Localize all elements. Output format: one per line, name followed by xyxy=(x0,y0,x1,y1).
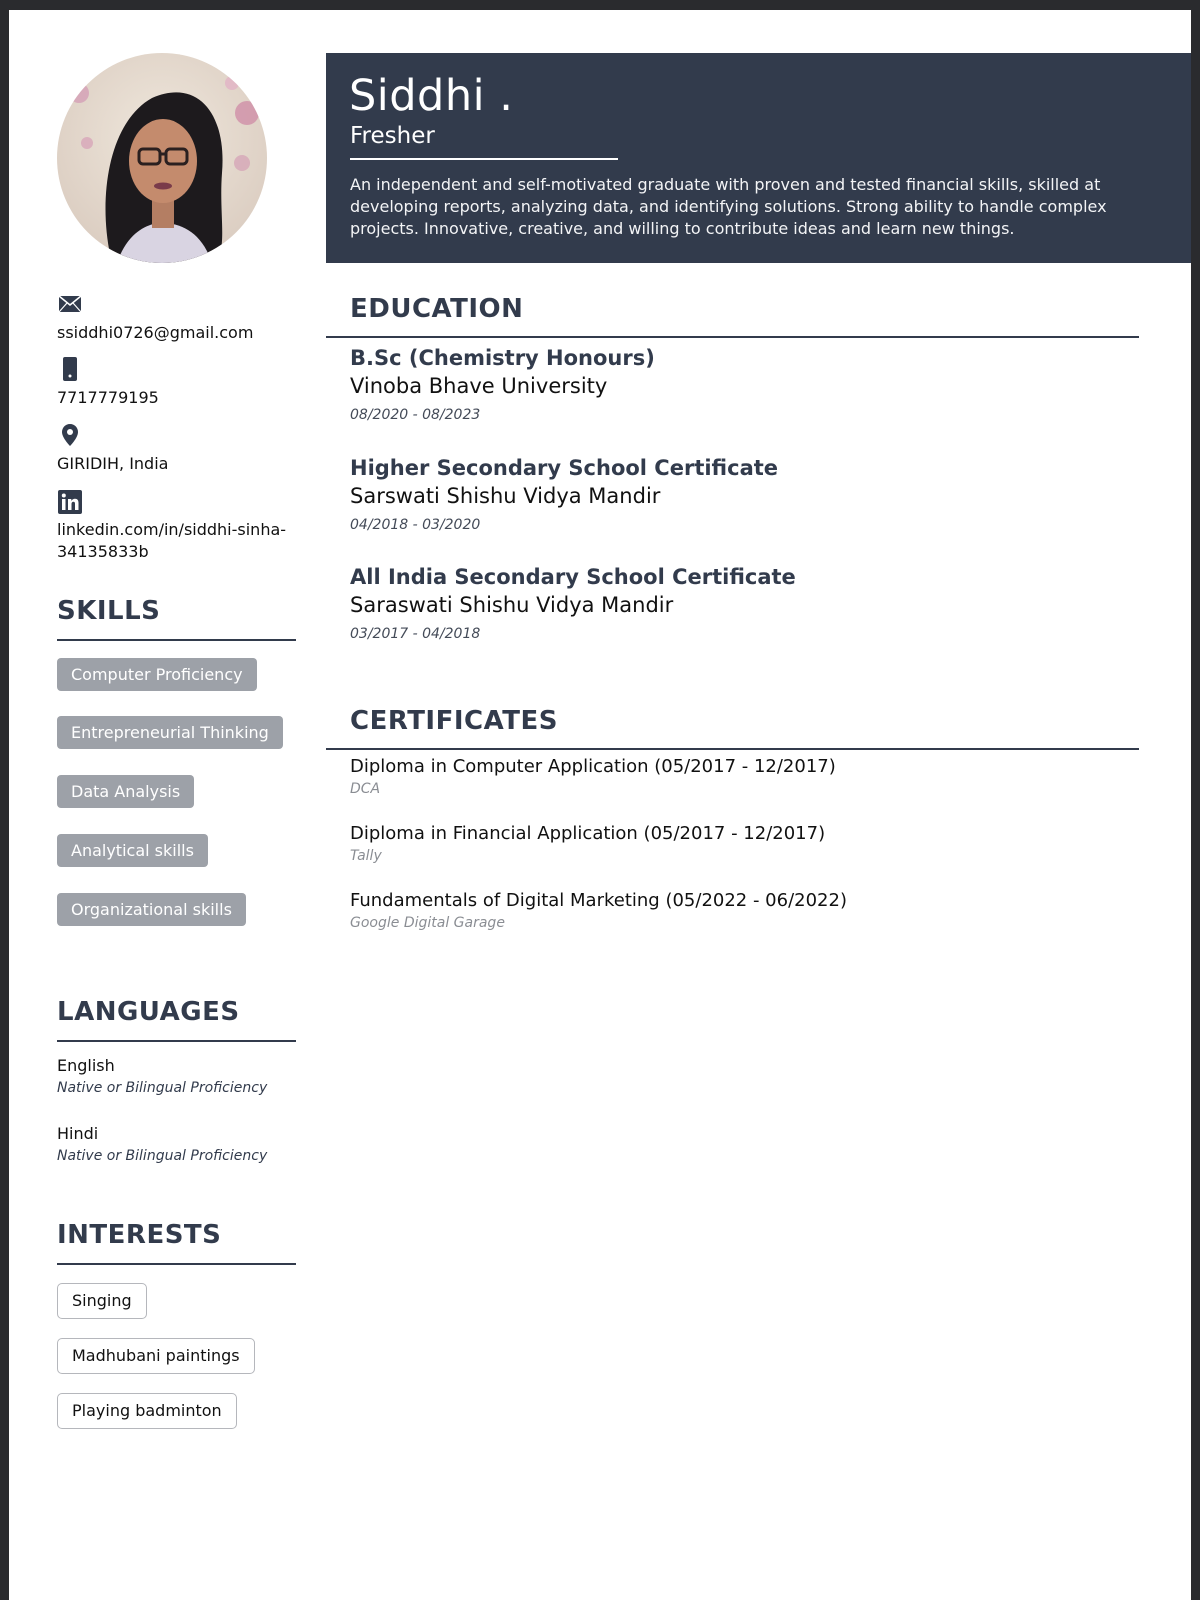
education-school: Saraswati Shishu Vidya Mandir xyxy=(350,593,674,617)
education-dates: 08/2020 - 08/2023 xyxy=(350,407,481,423)
education-heading: EDUCATION xyxy=(350,294,524,324)
interest-tag: Madhubani paintings xyxy=(57,1338,255,1374)
profile-photo-illustration xyxy=(57,53,267,263)
linkedin-text[interactable]: linkedin.com/in/siddhi-sinha-34135833b xyxy=(57,520,287,561)
language-name: Hindi xyxy=(57,1124,99,1143)
education-divider xyxy=(326,336,1139,338)
language-level: Native or Bilingual Proficiency xyxy=(57,1080,268,1096)
skill-chip: Analytical skills xyxy=(57,834,208,867)
language-level: Native or Bilingual Proficiency xyxy=(57,1148,268,1164)
education-dates: 03/2017 - 04/2018 xyxy=(350,626,481,642)
education-dates: 04/2018 - 03/2020 xyxy=(350,517,481,533)
skill-chip: Computer Proficiency xyxy=(57,658,257,691)
education-degree: All India Secondary School Certificate xyxy=(350,565,796,589)
certificate-title: Diploma in Computer Application (05/2017 - 12/2017) xyxy=(350,756,836,777)
email-text[interactable]: ssiddhi0726@gmail.com xyxy=(57,323,254,342)
phone-text: 7717779195 xyxy=(57,388,159,407)
email-icon xyxy=(58,292,82,316)
location-pin-icon xyxy=(58,423,82,447)
interests-heading: INTERESTS xyxy=(57,1220,222,1250)
certificates-divider xyxy=(326,748,1139,750)
languages-divider xyxy=(57,1040,296,1042)
location-text: GIRIDIH, India xyxy=(57,454,169,473)
certificate-issuer: DCA xyxy=(350,781,381,797)
certificates-heading: CERTIFICATES xyxy=(350,706,558,736)
education-school: Vinoba Bhave University xyxy=(350,374,608,398)
education-degree: B.Sc (Chemistry Honours) xyxy=(350,346,655,370)
skill-chip: Data Analysis xyxy=(57,775,194,808)
candidate-name: Siddhi . xyxy=(349,71,514,121)
profile-summary: An independent and self-motivated graduate with proven and tested financial skills, skilled at developing reports, analyzing data, and identifying solutions. Strong ability to handle complex projects. Innovative, creative, and willing to contribute ideas and learn new things. xyxy=(350,175,1107,238)
skill-chip: Organizational skills xyxy=(57,893,246,926)
certificate-title: Fundamentals of Digital Marketing (05/2022 - 06/2022) xyxy=(350,890,847,911)
skills-divider xyxy=(57,639,296,641)
profile-photo xyxy=(57,53,267,263)
interest-tag: Playing badminton xyxy=(57,1393,237,1429)
role-underline xyxy=(350,158,618,160)
certificate-title: Diploma in Financial Application (05/2017 - 12/2017) xyxy=(350,823,826,844)
linkedin-icon xyxy=(58,490,82,514)
resume-page xyxy=(9,10,1191,1600)
certificate-issuer: Google Digital Garage xyxy=(350,915,505,931)
languages-heading: LANGUAGES xyxy=(57,997,240,1027)
interest-tag: Singing xyxy=(57,1283,147,1319)
education-school: Sarswati Shishu Vidya Mandir xyxy=(350,484,661,508)
interests-divider xyxy=(57,1263,296,1265)
phone-icon xyxy=(58,357,82,381)
skills-heading: SKILLS xyxy=(57,596,161,626)
skill-chip: Entrepreneurial Thinking xyxy=(57,716,283,749)
language-name: English xyxy=(57,1056,115,1075)
education-degree: Higher Secondary School Certificate xyxy=(350,456,779,480)
certificate-issuer: Tally xyxy=(350,848,382,864)
candidate-role: Fresher xyxy=(350,123,435,149)
header-banner xyxy=(326,53,1191,263)
